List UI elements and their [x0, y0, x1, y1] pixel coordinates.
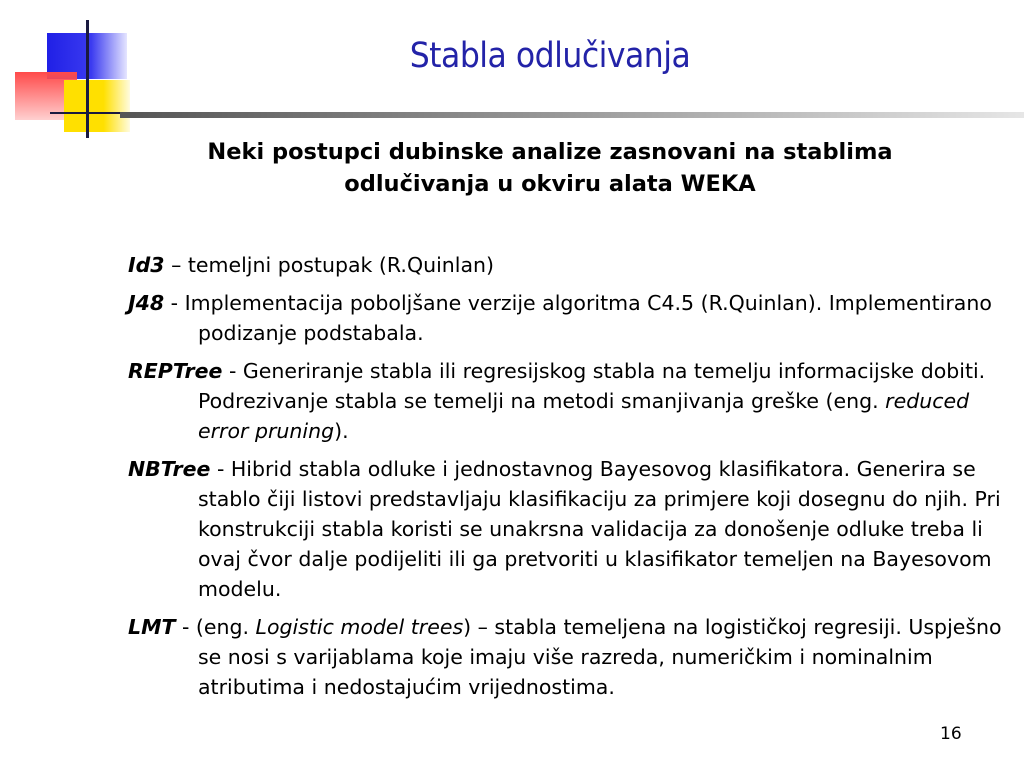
algorithm-description: - Hibrid stabla odluke i jednostavnog Bayesovog klasifikatora. Generira se stablo čiji listovi predstavljaju klasifikaciju za primjere koji dosegnu do njih. Pri konstrukciji stabla koristi se unakrsna validacija za donošenje odluke treba li ovaj čvor dalje podijeliti ili ga pretvoriti u klasifikator temeljen na Bayesovom modelu. [198, 457, 1001, 601]
algorithm-name: LMT [128, 615, 176, 639]
title-divider [120, 112, 1024, 118]
algorithm-name: REPTree [128, 359, 223, 383]
algorithm-description: - (eng. [175, 615, 256, 639]
algorithm-list [128, 250, 1008, 710]
yellow-square [64, 80, 130, 132]
algorithm-name: Id3 [128, 253, 165, 277]
english-term: reduced error pruning [198, 389, 970, 443]
slide-subtitle: Neki postupci dubinske analize zasnovani na stablima odlučivanja u okviru alata WEKA [207, 139, 893, 197]
english-term: Logistic model trees [255, 615, 464, 639]
algorithm-description: – temeljni postupak (R.Quinlan) [164, 253, 495, 277]
vertical-line [86, 20, 89, 138]
page-number: 16 [940, 724, 962, 744]
algorithm-name: NBTree [128, 457, 211, 481]
slide-title: Stabla odlučivanja [409, 36, 691, 76]
description-tail: ) – stabla temeljena na logističkoj regresiji. Uspješno se nosi s varijablama koje imaju više razreda, numeričkim i nominalnim atributima i nedostajućim vrijednostima. [198, 615, 1002, 699]
algorithm-description: - Generiranje stabla ili regresijskog stabla na temelju informacijske dobiti. Podrezivanje stabla se temelji na metodi smanjivanja greške (eng. [198, 359, 986, 413]
list-item-id3 [128, 250, 1008, 280]
decorative-squares-logo [0, 0, 160, 150]
list-item-reptree [128, 356, 1008, 446]
algorithm-name: J48 [128, 291, 165, 315]
list-item-nbtree [128, 454, 1008, 604]
list-item-lmt [128, 612, 1008, 702]
algorithm-description: - Implementacija poboljšane verzije algoritma C4.5 (R.Quinlan). Implementirano podizanje podstabala. [164, 291, 992, 345]
list-item-j48 [128, 288, 1008, 348]
description-tail: ). [334, 419, 349, 443]
